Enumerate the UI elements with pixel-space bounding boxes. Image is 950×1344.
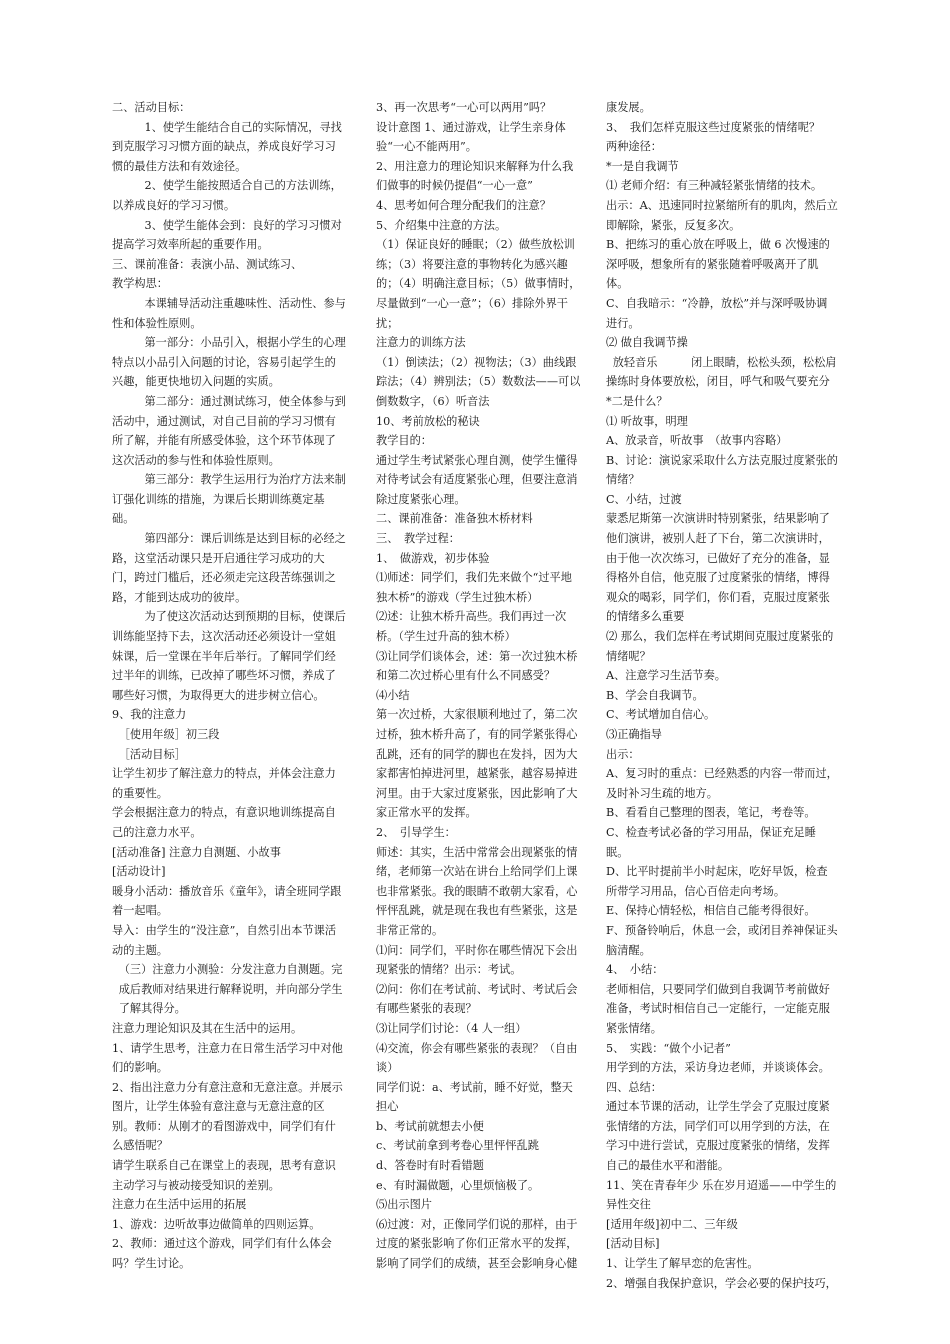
paragraph: 三、课前准备：表演小品、测试练习、	[112, 257, 303, 271]
paragraph: 4、思考如何合理分配我们的注意？	[376, 198, 551, 212]
paragraph: （1）保证良好的睡眠；（2）做些放松训练；（3）将要注意的事物转化为感兴趣的；（4）明确注意目标；（5）做事情时，尽量做到“一心一意”；（6）排除外界干扰；	[376, 238, 581, 330]
paragraph: ⑵ 那么，我们怎样在考试期间克服过度紧张的情绪呢？	[606, 630, 834, 663]
paragraph: 1、使学生能结合自己的实际情况，寻找到克服学习习惯方面的缺点，养成良好学习习惯的最佳方法和有效途径。	[112, 120, 342, 173]
paragraph: ⑹过渡：对，正像同学们说的那样，由于过度的紧张影响了你们正常水平的发挥，影响了同学们的成绩，甚至会影响身心健	[376, 1217, 578, 1271]
paragraph: 注意力在生活中运用的拓展	[112, 1198, 247, 1212]
paragraph: 2、指出注意力分有意注意和无意注意。并展示图片，让学生体验有意注意与无意注意的区别。教师：从刚才的看图游戏中，同学们有什么感悟呢？	[112, 1080, 343, 1153]
paragraph: 为了使这次活动达到预期的目标，使课后训练能坚持下去，这次活动还必须设计一堂姐妹课，后一堂课在半年后举行。了解同学们经过半年的训练，已改掉了哪些坏习惯，养成了哪些好习惯，为取得更大的进步树立信心。	[112, 610, 346, 702]
paragraph: 放轻音乐 闭上眼睛，松松头颈，松松肩	[612, 355, 837, 369]
paragraph: D、比平时提前半小时起床，吃好早饭，检查所带学习用品，信心百倍走向考场。	[606, 865, 828, 898]
paragraph: 第一部分：小品引入，根据小学生的心理特点以小品引入问题的讨论，容易引起学生的兴趣，能更快地切入问题的实质。	[112, 336, 346, 389]
paragraph: 2、教师：通过这个游戏，同学们有什么体会吗？学生讨论。	[112, 1237, 332, 1271]
paragraph: [活动目标]	[606, 1237, 660, 1251]
paragraph: ⑵述：让独木桥升高些。我们再过一次桥。（学生过升高的独木桥）	[376, 610, 567, 644]
paragraph: B、学会自我调节。	[606, 688, 704, 702]
paragraph: 学会根据注意力的特点，有意识地训练提高自己的注意力水平。	[112, 806, 336, 839]
paragraph: 二、活动目标：	[112, 101, 191, 114]
paragraph: ⑴ 听故事，明理	[606, 414, 688, 428]
paragraph: 同学们说：a、考试前，睡不好觉，整天担心	[376, 1080, 573, 1114]
paragraph: 1、游戏：边听故事边做简单的四则运算。	[112, 1217, 321, 1231]
paragraph: 康发展。	[606, 101, 651, 114]
paragraph: 9、我的注意力	[112, 708, 187, 722]
paragraph: 1、请学生思考，注意力在日常生活学习中对他们的影响。	[112, 1041, 343, 1075]
paragraph: 通过本节课的活动，让学生学会了克服过度紧张情绪的方法，同学们可以用学到的方法，在学习中进行尝试，克服过度紧张的情绪，发挥自己的最佳水平和潜能。	[606, 1100, 830, 1173]
paragraph: ⑶让同学们谈体会，述：第一次过独木桥和第二次过桥心里有什么不同感受？	[376, 649, 578, 683]
paragraph: A、注意学习生活节奏。	[606, 669, 726, 683]
paragraph: 教学目的：	[376, 434, 432, 448]
paragraph: 暖身小活动：播放音乐《童年》，请全班同学跟着一起唱。	[112, 884, 342, 918]
paragraph: e、有时漏做题，心里烦恼极了。	[376, 1178, 540, 1192]
paragraph: 5、 实践：“做个小记者”	[606, 1041, 731, 1055]
paragraph: 出示：	[606, 747, 640, 761]
paragraph: 用学到的方法，采访身边老师，并谈谈体会。	[606, 1061, 830, 1075]
paragraph: [适用年级]初中二、三年级	[606, 1217, 738, 1231]
paragraph: ⑴ 老师介绍：有三种减轻紧张情绪的技术。	[606, 179, 823, 193]
paragraph: C、考试增加自信心。	[606, 708, 716, 722]
paragraph: ⑵ 做自我调节操	[606, 336, 688, 350]
paragraph: 注意力的训练方法	[376, 336, 466, 350]
paragraph: 本课辅导活动注重趣味性、活动性、参与性和体验性原则。	[112, 296, 346, 330]
paragraph: 教学构思：	[112, 277, 168, 291]
text-column-left	[112, 98, 346, 1274]
paragraph: 师述：其实，生活中常常会出现紧张的情绪，老师第一次站在讲台上给同学们上课也非常紧张。我的眼睛不敢朝大家看，心怦怦乱跳，就是现在我也有些紧张，这是非常正常的。	[376, 845, 578, 937]
paragraph: 导入：由学生的“没注意”，自然引出本节课活动的主题。	[112, 923, 337, 957]
paragraph: 出示：A、迅速同时拉紧缩所有的肌肉，然后立即解除，紧张，反复多次。	[606, 198, 838, 232]
paragraph: ⑷小结	[376, 688, 410, 702]
paragraph: （1）倒读法；（2）视物法；（3）曲线跟踪法；（4）辨别法；（5）数数法——可以倒数数字，（6）听音法	[376, 355, 581, 408]
paragraph: ⑶让同学们讨论：（4 人一组）	[376, 1021, 527, 1035]
paragraph: 老师相信，只要同学们做到自我调节考前做好准备，考试时相信自己一定能行，一定能克服紧张情绪。	[606, 982, 830, 1035]
paragraph: [活动设计]	[112, 865, 166, 879]
paragraph: ⑸出示图片	[376, 1198, 432, 1212]
paragraph: 第三部分：教学生运用行为治疗方法来制订强化训练的措施，为课后长期训练奠定基础。	[112, 473, 346, 526]
paragraph: ⑶正确指导	[606, 728, 662, 741]
paragraph: 1、 做游戏，初步体验	[376, 551, 490, 565]
paragraph: c、考试前拿到考卷心里怦怦乱跳	[376, 1139, 539, 1153]
paragraph: 3、再一次思考“一心可以两用”吗？	[376, 101, 552, 114]
paragraph: ［活动目标］	[118, 747, 186, 761]
paragraph: 操练时身体要放松，闭目，呼气和吸气要充分	[606, 375, 830, 389]
paragraph: 第四部分：课后训练是达到目标的必经之路，这堂活动课只是开启通往学习成功的大门，跨过门槛后，还必须走完这段苦练强训之路，才能到达成功的彼岸。	[112, 532, 346, 604]
paragraph: 4、 小结：	[606, 963, 664, 977]
paragraph: 三、 教学过程：	[376, 532, 460, 546]
paragraph: 请学生联系自己在课堂上的表现，思考有意识主动学习与被动接受知识的差别。	[112, 1159, 336, 1192]
paragraph: E、保持心情轻松，相信自己能考得很好。	[606, 904, 816, 918]
paragraph: 2、 引导学生：	[376, 825, 456, 839]
paragraph: 第一次过桥，大家很顺利地过了，第二次过桥，独木桥升高了，有的同学紧张得心乱跳，还有的同学的脚也在发抖，因为大家都害怕掉进河里，越紧张，越容易掉进河里。由于大家过度紧张，因此影响了大家正常水平的发挥。	[376, 708, 578, 820]
paragraph: C、检查考试必备的学习用品，保证充足睡眠。	[606, 825, 816, 859]
paragraph: 通过学生考试紧张心理自测，使学生懂得对待考试会有适度紧张心理，但要注意消除过度紧张心理。	[376, 453, 578, 506]
paragraph: 二、课前准备：准备独木桥材料	[376, 512, 533, 526]
paragraph: d、答卷时有时看错题	[376, 1159, 484, 1173]
paragraph: *一是自我调节	[606, 159, 679, 173]
paragraph: 2、使学生能按照适合自己的方法训练，以养成良好的学习习惯。	[112, 179, 342, 212]
paragraph: B、看看自己整理的图表，笔记，考卷等。	[606, 806, 816, 820]
paragraph: 注意力理论知识及其在生活中的运用。	[112, 1021, 303, 1035]
paragraph: ⑴师述：同学们，我们先来做个“过平地独木桥”的游戏（学生过独木桥）	[376, 571, 572, 604]
paragraph: ⑷交流，你会有哪些紧张的表现？（自由谈）	[376, 1041, 578, 1075]
paragraph: B、讨论：演说家采取什么方法克服过度紧张的情绪？	[606, 453, 838, 487]
paragraph: 10、考前放松的秘诀	[376, 414, 480, 428]
paragraph: B、把练习的重心放在呼吸上，做 6 次慢速的深呼吸，想象所有的紧张随着呼吸离开了肌体。	[606, 238, 830, 291]
paragraph: 5、介绍集中注意的方法。	[376, 218, 507, 232]
text-column-right	[606, 98, 838, 1293]
paragraph: 设计意图 1、通过游戏，让学生亲身体验“一心不能两用”。	[376, 120, 566, 154]
paragraph: *二是什么？	[606, 394, 668, 408]
paragraph: 2、增强自我保护意识，学会必要的保护技巧，	[606, 1276, 837, 1290]
paragraph: 3、使学生能体会到：良好的学习习惯对提高学习效率所起的重要作用。	[112, 218, 342, 252]
paragraph: 蒙悉尼斯第一次演讲时特别紧张，结果影响了他们演讲，被别人赶了下台，第二次演讲时，由于他一次次练习，已做好了充分的准备，显得格外自信，他克服了过度紧张的情绪，博得观众的喝彩，同学们，你们看，克服过度紧张的情绪多么重要	[606, 512, 830, 624]
paragraph: 让学生初步了解注意力的特点，并体会注意力的重要性。	[112, 767, 336, 800]
paragraph: C、小结，过渡	[606, 492, 682, 506]
paragraph: 第二部分：通过测试练习，使全体参与到活动中，通过测试，对自己目前的学习习惯有所了解，并能有所感受体验，这个环节体现了这次活动的参与性和体验性原则。	[112, 394, 346, 467]
paragraph: [活动准备] 注意力自测题、小故事	[112, 845, 281, 859]
paragraph: b、考试前就想去小便	[376, 1119, 484, 1133]
paragraph: 四、总结：	[606, 1080, 662, 1094]
paragraph: 11、笑在青春年少 乐在岁月迢遥——中学生的异性交往	[606, 1178, 837, 1212]
paragraph: 两种途径：	[606, 140, 662, 154]
text-column-middle	[376, 98, 582, 1274]
paragraph: A、复习时的重点：已经熟悉的内容一带而过，及时补习生疏的地方。	[606, 767, 838, 800]
paragraph: （三）注意力小测验：分发注意力自测题。完成后教师对结果进行解释说明，并向部分学生了解其得分。	[118, 963, 343, 1016]
paragraph: A、放录音，听故事 （故事内容略）	[606, 434, 788, 448]
paragraph: ⑵问：你们在考试前、考试时、考试后会有哪些紧张的表现？	[376, 982, 578, 1016]
paragraph: ⑴问：同学们，平时你在哪些情况下会出现紧张的情绪？出示：考试。	[376, 943, 578, 977]
paragraph: 1、让学生了解早恋的危害性。	[606, 1257, 759, 1271]
paragraph: 3、 我们怎样克服这些过度紧张的情绪呢？	[606, 120, 821, 134]
paragraph: 2、用注意力的理论知识来解释为什么我们做事的时候仍提倡“一心一意”	[376, 159, 574, 193]
paragraph: C、自我暗示：“冷静，放松”并与深呼吸协调进行。	[606, 296, 828, 330]
paragraph: ［使用年级］初三段	[118, 728, 220, 741]
paragraph: F、预备铃响后，休息一会，或闭目养神保证头脑清醒。	[606, 923, 838, 957]
